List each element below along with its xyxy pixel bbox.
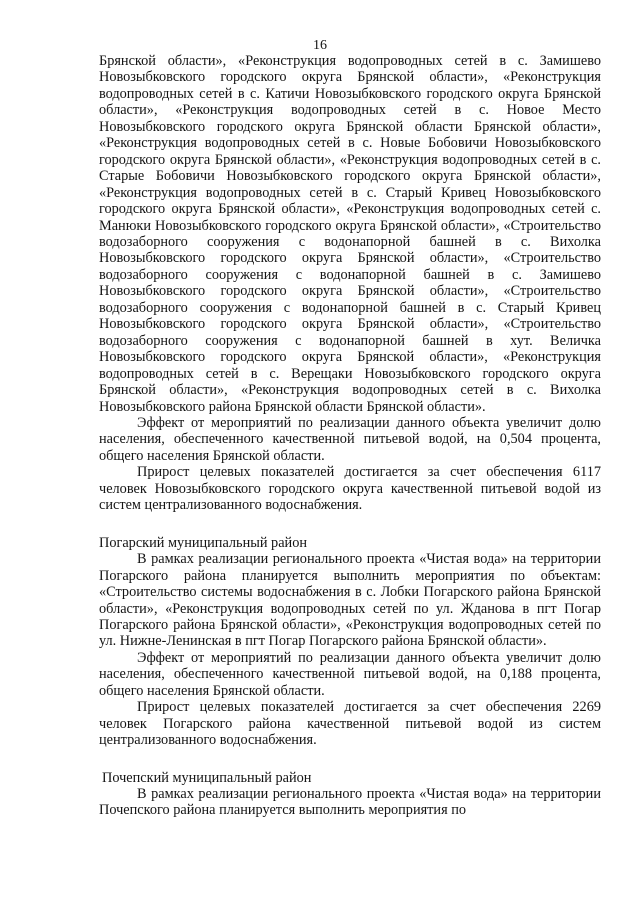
paragraph-pogar-objects: В рамках реализации регионального проекта «Чистая вода» на территории Погарского района планируется выполнить мероприятия по объектам: «Строительство системы водоснабжения в с. Лобки Погарского района Брянской области», «Реконструкция водопроводных сетей по ул. Жданова в пгт Погар Погарского района Брянской области», «Реконструкция водопроводных сетей по ул. Нижне-Ленинская в пгт Погар Погарского района Брянской области». bbox=[99, 551, 601, 650]
heading-pochep-district: Почепский муниципальный район bbox=[102, 769, 312, 786]
paragraph-pogar-effect: Эффект от мероприятий по реализации данного объекта увеличит долю населения, обеспеченного качественной питьевой водой, на 0,188 процента, общего населения Брянской области. bbox=[99, 649, 601, 699]
paragraph-novozybkov-effect: Эффект от мероприятий по реализации данного объекта увеличит долю населения, обеспеченного качественной питьевой водой, на 0,504 процента, общего населения Брянской области. bbox=[99, 414, 601, 464]
heading-pogar-district: Погарский муниципальный район bbox=[99, 534, 308, 551]
paragraph-pogar-growth: Прирост целевых показателей достигается за счет обеспечения 2269 человек Погарского района качественной питьевой водой из систем централизованного водоснабжения. bbox=[99, 699, 601, 749]
page-number: 16 bbox=[313, 38, 327, 53]
paragraph-pochep-objects: В рамках реализации регионального проекта «Чистая вода» на территории Почепского района планируется выполнить мероприятия по bbox=[99, 786, 601, 819]
section-spacer bbox=[99, 749, 601, 770]
paragraph-novozybkov-objects: Брянской области», «Реконструкция водопроводных сетей в с. Замишево Новозыбковского городского округа Брянской области», «Реконструкция водопроводных сетей в с. Катичи Новозыбковского городского округа Брянской области», «Реконструкция водопроводных сетей в с. Новое Место Новозыбковского городского округа Брянской области Брянской области», «Реконструкция водопроводных сетей в с. Новые Бобовичи Новозыбковского городского округа Брянской области», «Реконструкция водопроводных сетей в с. Старые Бобовичи Новозыбковского городского округа Брянской области», «Реконструкция водопроводных сетей в с. Старый Кривец Новозыбковского городского округа Брянской области», «Реконструкция водопроводных сетей с. Манюки Новозыбковского городского округа Брянской области», «Строительство водозаборного сооружения с водонапорной башней в с. Вихолка Новозыбковского городского округа Брянской области», «Строительство водозаборного сооружения с водонапорной башней в с. Замишево Новозыбковского городского округа Брянской области», «Строительство водозаборного сооружения с водонапорной башней в с. Старый Кривец Новозыбковского городского округа Брянской области», «Строительство водозаборного сооружения с водонапорной башней в хут. Величка Новозыбковского городского округа Брянской области», «Реконструкция водопроводных сетей в с. Верещаки Новозыбковского городского округа Брянской области», «Реконструкция водопроводных сетей в с. Вихолка Новозыбковского района Брянской области Брянской области». bbox=[99, 53, 601, 415]
document-body bbox=[99, 53, 601, 819]
section-spacer bbox=[99, 514, 601, 535]
paragraph-novozybkov-growth: Прирост целевых показателей достигается за счет обеспечения 6117 человек Новозыбковского городского округа качественной питьевой водой из систем централизованного водоснабжения. bbox=[99, 464, 601, 514]
